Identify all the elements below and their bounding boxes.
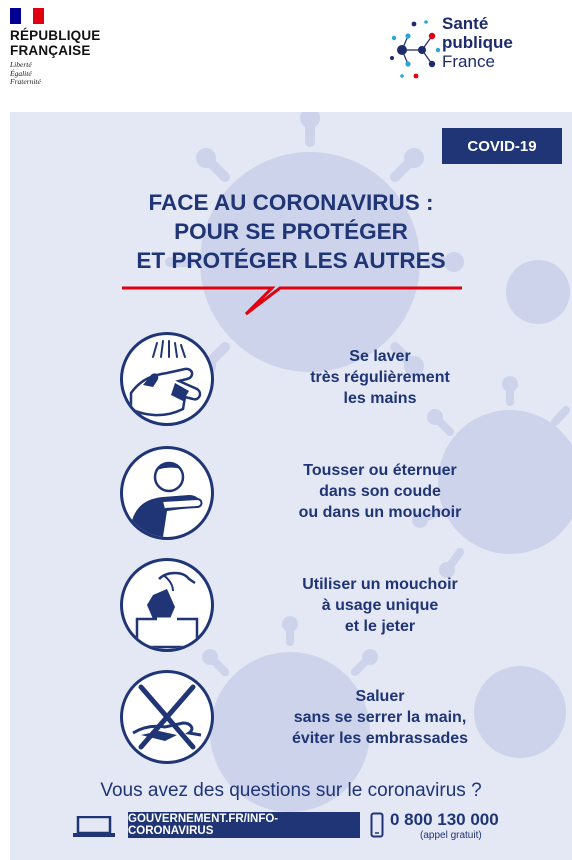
hand-washing-icon	[120, 332, 214, 426]
phone-icon	[370, 812, 384, 838]
step-text-hand-washing: Se laver très régulièrement les mains	[310, 348, 450, 407]
tissue-icon	[120, 558, 214, 652]
poster	[10, 112, 572, 860]
header	[0, 0, 572, 112]
question-text: Vous avez des questions sur le coronavirus ?	[100, 780, 482, 801]
step-text-no-handshake: Saluer sans se serrer la main, éviter les embrassades	[291, 688, 469, 747]
phone-number[interactable]: 0 800 130 000	[390, 810, 499, 829]
step-tissue	[120, 558, 572, 654]
laptop-icon	[72, 816, 116, 838]
molecule-icon	[388, 14, 444, 86]
headline: FACE AU CORONAVIRUS : POUR SE PROTÉGER ET PROTÉGER LES AUTRES	[136, 190, 446, 273]
cough-elbow-icon	[120, 446, 214, 540]
republique-francaise-logo	[10, 8, 101, 87]
rf-line2: FRANÇAISE	[10, 43, 91, 58]
step-text-tissue: Utiliser un mouchoir à usage unique et le jeter	[302, 576, 458, 635]
covid-badge: COVID-19	[442, 128, 562, 164]
side-reference-mark	[1, 770, 9, 856]
step-hand-washing	[120, 332, 572, 428]
step-no-handshake	[120, 670, 572, 766]
phone-note: (appel gratuit)	[420, 830, 482, 841]
rf-line1: RÉPUBLIQUE	[10, 28, 101, 43]
step-cough-elbow	[120, 446, 572, 542]
sante-publique-france-logo	[388, 14, 538, 90]
no-handshake-icon	[120, 670, 214, 764]
footer	[10, 812, 572, 852]
spf-wordmark: Santé publique France	[442, 14, 513, 71]
info-url-link[interactable]: GOUVERNEMENT.FR/INFO-CORONAVIRUS	[128, 812, 360, 838]
french-flag-icon	[10, 8, 44, 24]
rf-motto: Liberté Égalité Fraternité	[10, 60, 41, 86]
step-text-cough-elbow: Tousser ou éternuer dans son coude ou dans un mouchoir	[298, 462, 462, 521]
